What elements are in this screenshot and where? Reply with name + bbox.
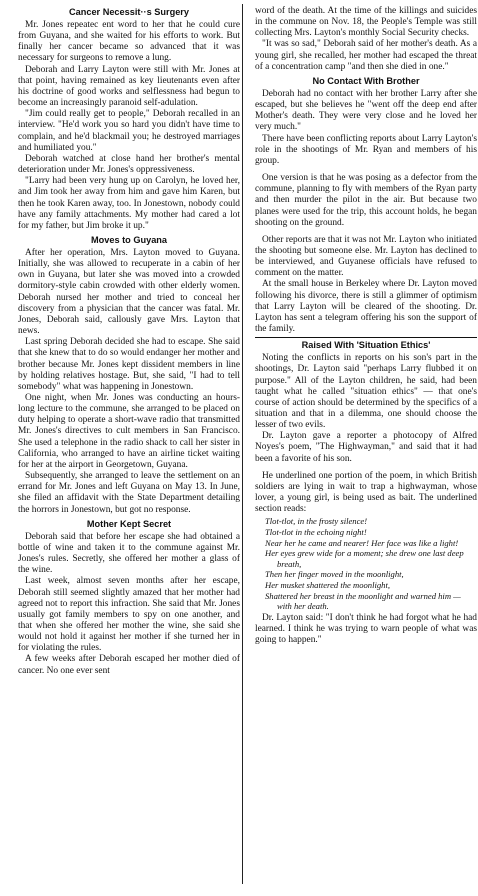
- poem-line: Then her finger moved in the moonlight,: [265, 569, 404, 580]
- left-paragraph: Last spring Deborah decided she had to escape. She said that she knew that to do so would endanger her mother and brother because Mr. Jones kept dissident members in line by holding relatives hostage. But, she said, "I had to tell somebody" what was happening in Jonestown.: [18, 337, 240, 392]
- left-subheading: Moves to Guyana: [90, 234, 168, 245]
- poem-line: Shattered her breast in the moonlight and warned him — with her death.: [265, 590, 461, 612]
- poem-line: Her musket shattered the moonlight,: [265, 579, 390, 590]
- poem-line: Tlot-tlot, in the frosty silence!: [265, 516, 368, 527]
- right-paragraph: Dr. Layton said: "I don't think he had forgot what he had learned. I think he was trying to warn people of what was going to happen.": [255, 612, 477, 646]
- left-subheading: Cancer Necessit··s Surgery: [68, 7, 189, 17]
- right-paragraph: There have been conflicting reports about Larry Layton's role in the shootings of Mr. Ryan and members of his group.: [255, 133, 477, 166]
- left-paragraph: A few weeks after Deborah escaped her mother died of cancer. No one ever sent: [18, 654, 240, 676]
- right-paragraph: Dr. Layton gave a reporter a photocopy of Alfred Noyes's poem, "The Highwayman," and said that it had been a favorite of his son.: [255, 431, 477, 464]
- article-column-right: [255, 6, 477, 646]
- right-paragraph: Noting the conflicts in reports on his son's part in the shootings, Dr. Layton said "perhaps Larry flubbed it on purpose." All of the Layton children, he said, had been taught what he called "situation ethics" — that one's course of action should be determined by the specifics of a situation and that in a dilemma, one should choose the lesser of two evils.: [255, 353, 477, 431]
- right-paragraph: Deborah had no contact with her brother Larry after she escaped, but she believes he "went off the deep end after Mother's death. They were very close and he loved her very much.": [255, 88, 477, 133]
- left-paragraph: Deborah said that before her escape she had obtained a bottle of wine and taken it to the commune against Mr. Jones's rules. Secretly, she offered her mother a glass of the wine.: [18, 531, 240, 576]
- column-divider: [242, 4, 243, 884]
- left-paragraph: Last week, almost seven months after her escape, Deborah still seemed slightly amazed that her mother had agreed not to report this infraction. She said that Mr. Jones usually got family members to spy on one another, and that when she offered her mother the wine, she said she would not hold it against her mother if she turned her in for violating the rules.: [18, 576, 240, 654]
- poem-line: Her eyes grew wide for a moment; she drew one last deep breath,: [265, 548, 464, 569]
- right-subheading: No Contact With Brother: [312, 75, 420, 86]
- right-paragraph: At the small house in Berkeley where Dr. Layton moved following his divorce, there is still a glimmer of optimism that Larry Layton will be cleared of the shooting. Dr. Layton has sent a telegram offering his son the support of the family.: [255, 279, 477, 335]
- left-paragraph: Mr. Jones repeatec ent word to her that he could cure from Guyana, and she waited for his efforts to work. But finally her cancer became so advanced that it was necessary for surgeons to remove a lung.: [18, 20, 240, 64]
- right-paragraph: "It was so sad," Deborah said of her mother's death. As a young girl, she recalled, her mother had escaped the threat of a concentration camp "and then she died in one.": [255, 39, 477, 72]
- poem-line: Tlot-tlot in the echoing night!: [265, 527, 367, 537]
- right-paragraph: One version is that he was posing as a defector from the commune, planning to fly with members of the Ryan party and then murder the pilot in the air. But because two planes were used for the trip, this account holds, he began shooting on the ground.: [255, 173, 477, 228]
- left-paragraph: "Jim could really get to people," Deborah recalled in an interview. "He'd work you so hard you didn't have time to complain, and he'd blackmail you; he destroyed marriages and humiliated you.": [18, 109, 240, 153]
- left-paragraph: Subsequently, she arranged to leave the settlement on an errand for Mr. Jones and left Guyana on May 13. In June, she filed an affidavit with the State Department detailing the horrors in Jonestown, but got no response.: [18, 471, 240, 515]
- right-paragraph: word of the death. At the time of the killings and suicides in the commune on Nov. 18, the People's Temple was still collecting Mrs. Layton's monthly Social Security checks.: [255, 6, 477, 39]
- left-paragraph: Deborah watched at close hand her brother's mental deterioration under Mr. Jones's oppressiveness.: [18, 153, 240, 176]
- right-paragraph: He underlined one portion of the poem, in which British soldiers are lying in wait to trap a highwayman, whose lover, a young girl, is being used as bait. The underlined section reads:: [255, 470, 477, 515]
- article-column-left: [18, 6, 240, 677]
- right-paragraph: Other reports are that it was not Mr. Layton who initiated the shooting but someone else. Mr. Layton has declined to be interviewed, and Guyanese officials have refused to comment on the matter.: [255, 234, 477, 279]
- left-paragraph: "Larry had been very hung up on Carolyn, he loved her, and Jim took her away from him and gave him Karen, but then he took Karen away, too. In Jonestown, nobody could have any family attachments. My mother had cared a lot for my father, but Jim broke it up.": [18, 176, 240, 231]
- poem-line: Near her he came and nearer! Her face was like a light!: [265, 537, 459, 548]
- left-subheading: Mother Kept Secret: [86, 518, 172, 529]
- left-paragraph: After her operation, Mrs. Layton moved to Guyana. Initially, she was allowed to recuperate in a cabin of her own in Guyana, but later she was moved into a crowded dormitory-style cabin crowded with other elderly women. Deborah nursed her mother and tried to conceal her discovery from a physician that the cancer was fatal. Mr. Jones, Deborah said, callously gave Mrs. Layton that news.: [18, 247, 240, 337]
- poem-excerpt: [265, 516, 477, 611]
- right-subheading: Raised With 'Situation Ethics': [255, 337, 477, 352]
- left-paragraph: Deborah and Larry Layton were still with Mr. Jones at that point, having remained as key lieutenants even after his doctrine of good works and selflessness had begun to become an increasingly paranoid self-adulation.: [18, 64, 240, 109]
- left-paragraph: One night, when Mr. Jones was conducting an hours-long lecture to the commune, she arranged to be placed on duty helping to operate a short-wave radio that transmitted Mr. Jones's directives to cult members in San Francisco. She used a telephone in the radio shack to call her sister in California, who arranged to have an airline ticket waiting for her at the airport in Georgetown, Guyana.: [18, 393, 240, 470]
